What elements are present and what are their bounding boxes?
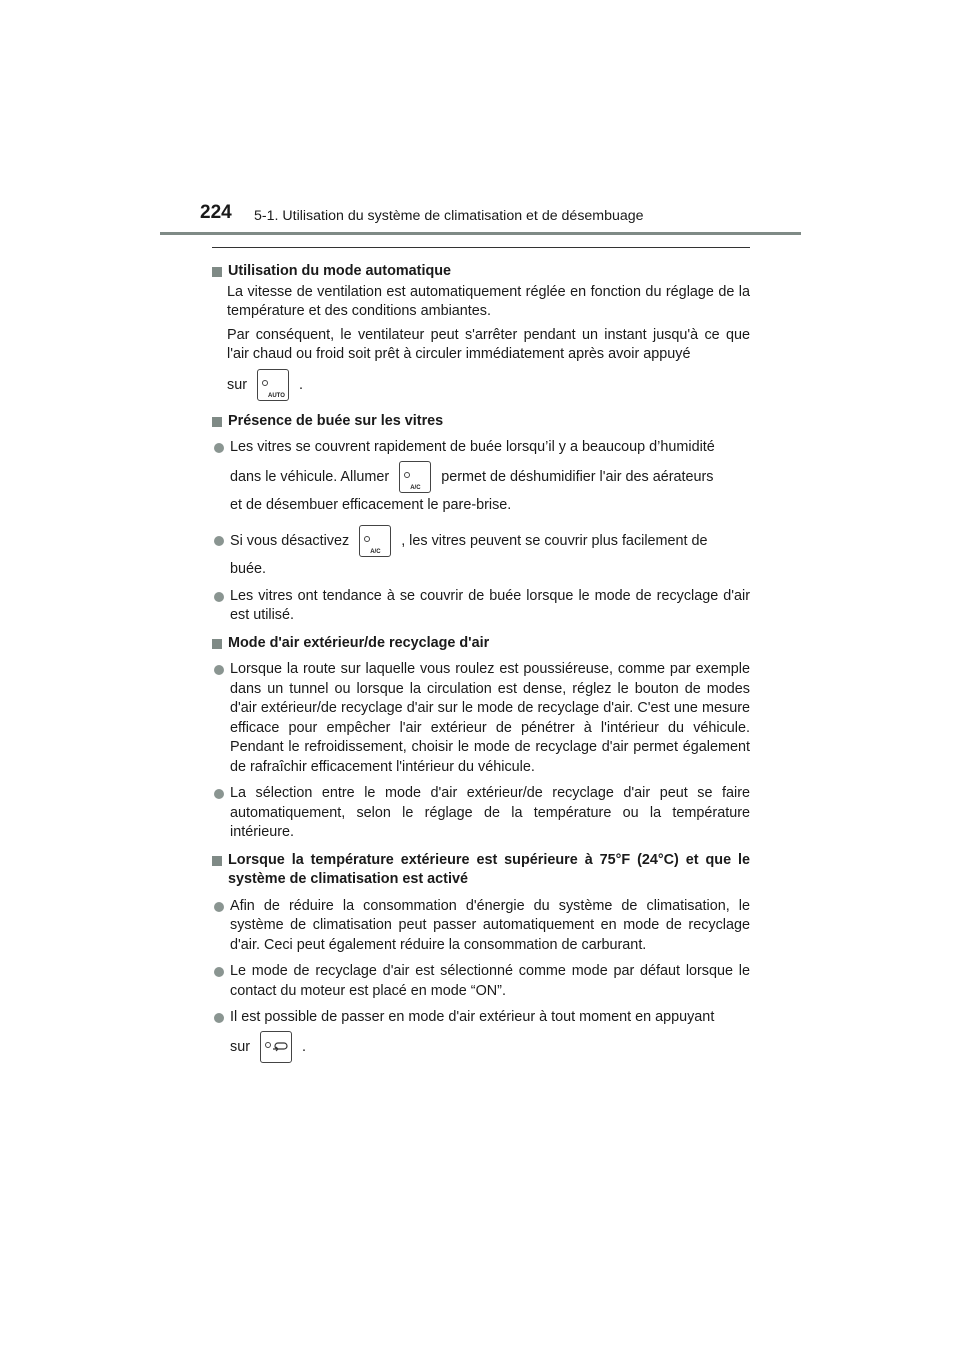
round-bullet-icon bbox=[214, 1013, 224, 1023]
square-bullet-icon bbox=[212, 267, 222, 277]
square-bullet-icon bbox=[212, 417, 222, 427]
paragraph: La vitesse de ventilation est automatiquement réglée en fonction du réglage de la température et des conditions ambiantes. bbox=[227, 283, 750, 319]
list-item: Les vitres se couvrent rapidement de buée lorsqu’il y a beaucoup d’humidité dans le véhicule. Allumer A/C permet de déshumidifier l'air des aérateurs et de désembuer efficacement le pare-brise. bbox=[212, 438, 750, 515]
section-auto-mode bbox=[212, 262, 750, 404]
recirculation-icon bbox=[272, 1040, 288, 1052]
section-high-temperature bbox=[212, 851, 750, 1066]
list-item: Il est possible de passer en mode d'air extérieur à tout moment en appuyant sur . bbox=[212, 1008, 750, 1066]
round-bullet-icon bbox=[214, 789, 224, 799]
list-item: Les vitres ont tendance à se couvrir de buée lorsque le mode de recyclage d'air est utilisé. bbox=[212, 587, 750, 626]
section-heading: Utilisation du mode automatique bbox=[212, 262, 750, 282]
page-header bbox=[0, 0, 960, 240]
ac-button-icon: A/C bbox=[359, 525, 391, 557]
round-bullet-icon bbox=[214, 592, 224, 602]
section-air-mode bbox=[212, 634, 750, 843]
square-bullet-icon bbox=[212, 639, 222, 649]
list-item: Si vous désactivez A/C , les vitres peuvent se couvrir plus facilement de buée. bbox=[212, 522, 750, 580]
section-heading: Mode d'air extérieur/de recyclage d'air bbox=[212, 634, 750, 654]
header-divider bbox=[160, 232, 801, 235]
section-fog bbox=[212, 412, 750, 626]
ac-button-icon: A/C bbox=[399, 461, 431, 493]
chapter-title: 5-1. Utilisation du système de climatisation et de désembuage bbox=[254, 208, 644, 224]
content-divider bbox=[212, 247, 750, 248]
paragraph: Par conséquent, le ventilateur peut s'arrêter pendant un instant jusqu'à ce que l'air chaud ou froid soit prêt à circuler immédiatement après avoir appuyé bbox=[227, 326, 750, 362]
list-item: Afin de réduire la consommation d'énergie du système de climatisation, le système de climatisation peut passer automatiquement en mode de recyclage d'air. Ceci peut également réduire la consommation de carburant. bbox=[212, 897, 750, 956]
auto-button-icon: AUTO bbox=[257, 369, 289, 401]
indicator-led-icon bbox=[265, 1042, 271, 1048]
round-bullet-icon bbox=[214, 536, 224, 546]
list-item: Lorsque la route sur laquelle vous roulez est poussiéreuse, comme par exemple dans un tunnel ou lorsque la circulation est dense, réglez le bouton de modes d'air extérieur/de recyclage d'air sur le mode de recyclage d'air. C'est une mesure efficace pour empêcher l'air extérieur de pénétrer à l'intérieur du véhicule. Pendant le refroidissement, choisir le mode de recyclage d'air permet également de rafraîchir efficacement l'intérieur du véhicule. bbox=[212, 660, 750, 777]
square-bullet-icon bbox=[212, 856, 222, 866]
section-heading: Présence de buée sur les vitres bbox=[212, 412, 750, 432]
list-item: Le mode de recyclage d'air est sélectionné comme mode par défaut lorsque le contact du moteur est placé en mode “ON”. bbox=[212, 962, 750, 1001]
page-content bbox=[212, 262, 750, 1066]
section-heading: Lorsque la température extérieure est supérieure à 75°F (24°C) et que le système de climatisation est activé bbox=[212, 851, 750, 890]
round-bullet-icon bbox=[214, 967, 224, 977]
page-number: 224 bbox=[200, 202, 232, 223]
recirculation-button-icon bbox=[260, 1031, 292, 1063]
list-item: La sélection entre le mode d'air extérieur/de recyclage d'air peut se faire automatiquement, selon le réglage de la température ou la température intérieure. bbox=[212, 784, 750, 843]
round-bullet-icon bbox=[214, 443, 224, 453]
round-bullet-icon bbox=[214, 902, 224, 912]
paragraph-tail: sur AUTO . bbox=[227, 366, 750, 404]
round-bullet-icon bbox=[214, 665, 224, 675]
